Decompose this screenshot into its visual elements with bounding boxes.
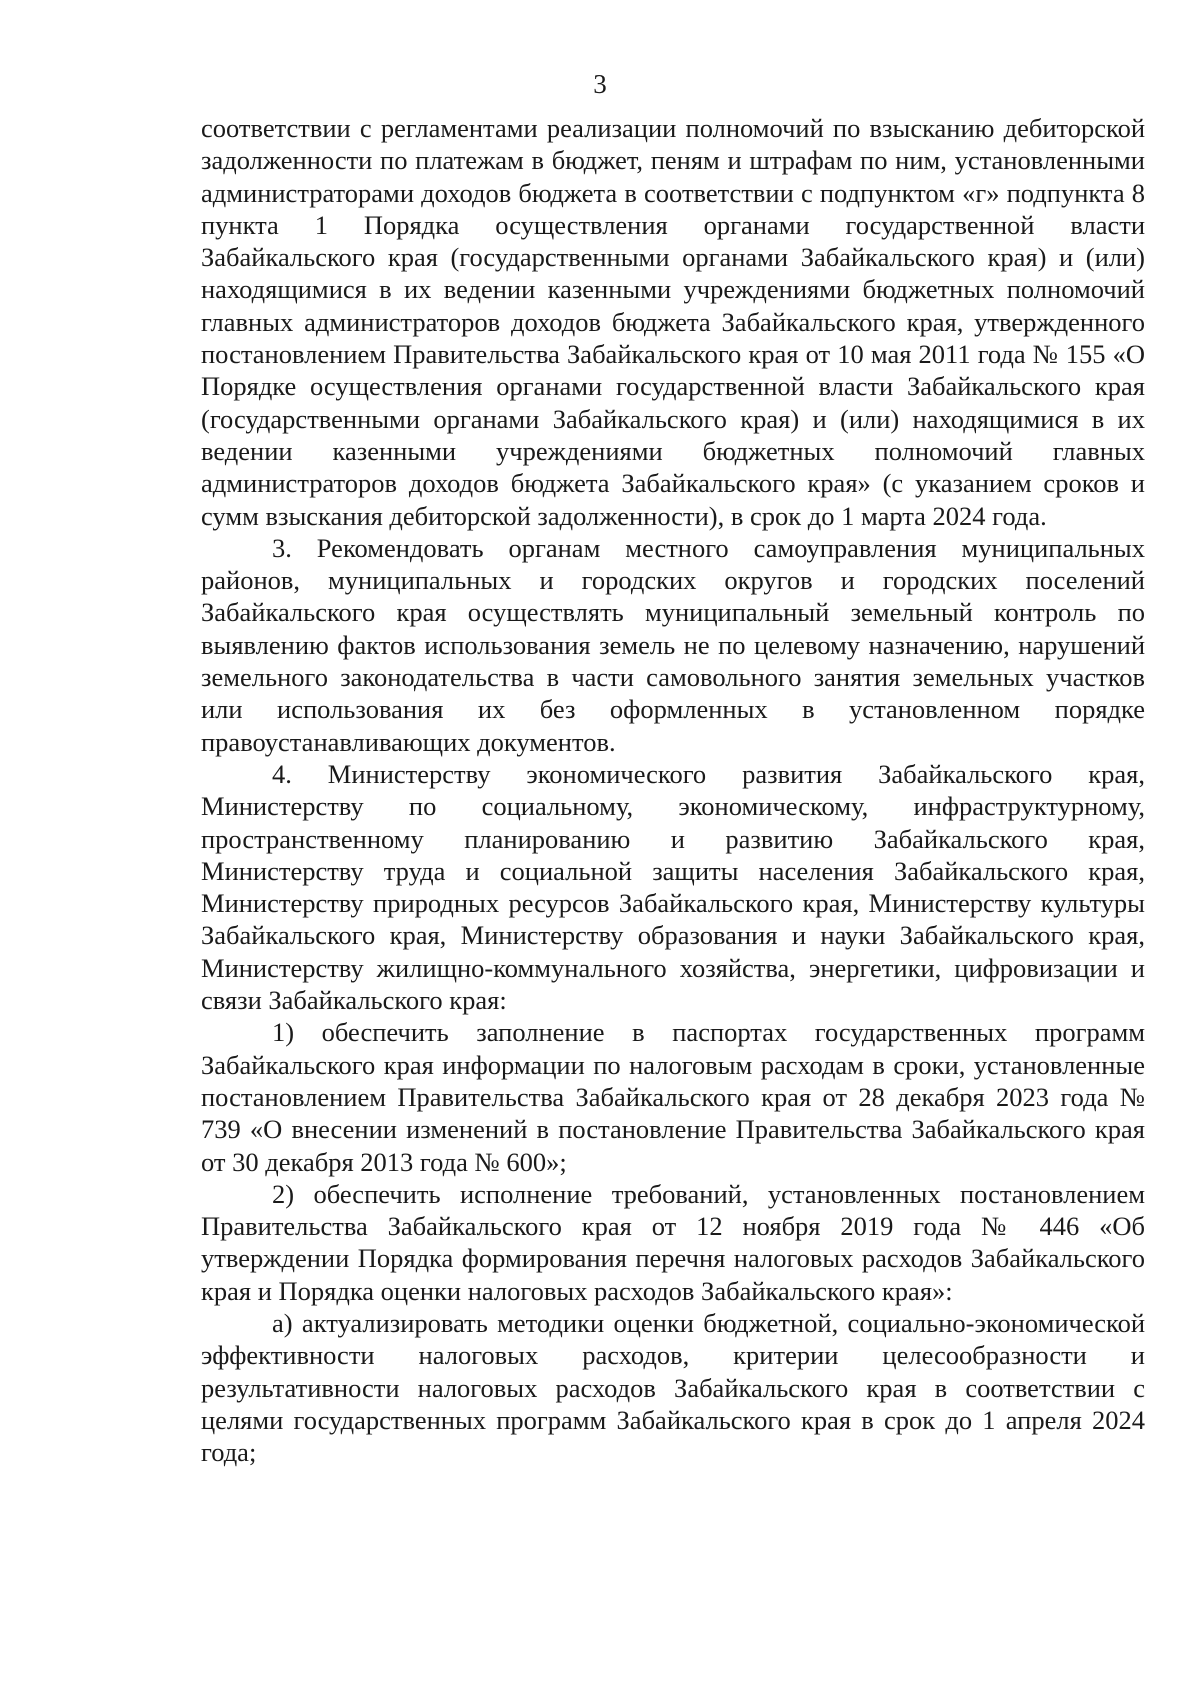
paragraph-debt-collection: соответствии с регламентами реализации полномочий по взысканию дебиторской задолженности по платежам в бюджет, пеням и штрафам по ним, установленными администраторами доходов бюджета в соответствии с подпунктом «г» подпункта 8 пункта 1 Порядка осуществления органами государственной власти Забайкальского края (государственными органами Забайкальского края) и (или) находящимися в их ведении казенными учреждениями бюджетных полномочий главных администраторов доходов бюджета Забайкальского края, утвержденного постановлением Правительства Забайкальского края от 10 мая 2011 года № 155 «О Порядке осуществления органами государственной власти Забайкальского края (государственными органами Забайкальского края) и (или) находящимися в их ведении казенными учреждениями бюджетных полномочий главных администраторов доходов бюджета Забайкальского края» (с указанием сроков и сумм взыскания дебиторской задолженности), в срок до 1 марта 2024 года. xyxy=(201,113,1145,531)
paragraph-subitem-1-passports: 1) обеспечить заполнение в паспортах государственных программ Забайкальского края информации по налоговым расходам в сроки, установленные постановлением Правительства Забайкальского края от 28 декабря 2023 года № 739 «О внесении изменений в постановление Правительства Забайкальского края от 30 декабря 2013 года № 600»; xyxy=(201,1017,1145,1177)
document-body xyxy=(201,112,1145,1468)
paragraph-item-4-ministries: 4. Министерству экономического развития Забайкальского края, Министерству по социальному, экономическому, инфраструктурному, пространственному планированию и развитию Забайкальского края, Министерству труда и социальной защиты населения Забайкальского края, Министерству природных ресурсов Забайкальского края, Министерству культуры Забайкальского края, Министерству образования и науки Забайкальского края, Министерству жилищно-коммунального хозяйства, энергетики, цифровизации и связи Забайкальского края: xyxy=(201,758,1145,1016)
paragraph-subitem-a-methods: а) актуализировать методики оценки бюджетной, социально-экономической эффективности налоговых расходов, критерии целесообразности и результативности налоговых расходов Забайкальского края в соответствии с целями государственных программ Забайкальского края в срок до 1 апреля 2024 года; xyxy=(201,1307,1145,1468)
page-number: 3 xyxy=(593,69,607,99)
paragraph-item-3-land-control: 3. Рекомендовать органам местного самоуправления муниципальных районов, муниципальных и городских округов и городских поселений Забайкальского края осуществлять муниципальный земельный контроль по выявлению фактов использования земель не по целевому назначению, нарушений земельного законодательства в части самовольного занятия земельных участков или использования их без оформленных в установленном порядке правоустанавливающих документов. xyxy=(201,532,1145,757)
paragraph-subitem-2-requirements: 2) обеспечить исполнение требований, установленных постановлением Правительства Забайкальского края от 12 ноября 2019 года № 446 «Об утверждении Порядка формирования перечня налоговых расходов Забайкальского края и Порядка оценки налоговых расходов Забайкальского края»: xyxy=(201,1178,1145,1306)
